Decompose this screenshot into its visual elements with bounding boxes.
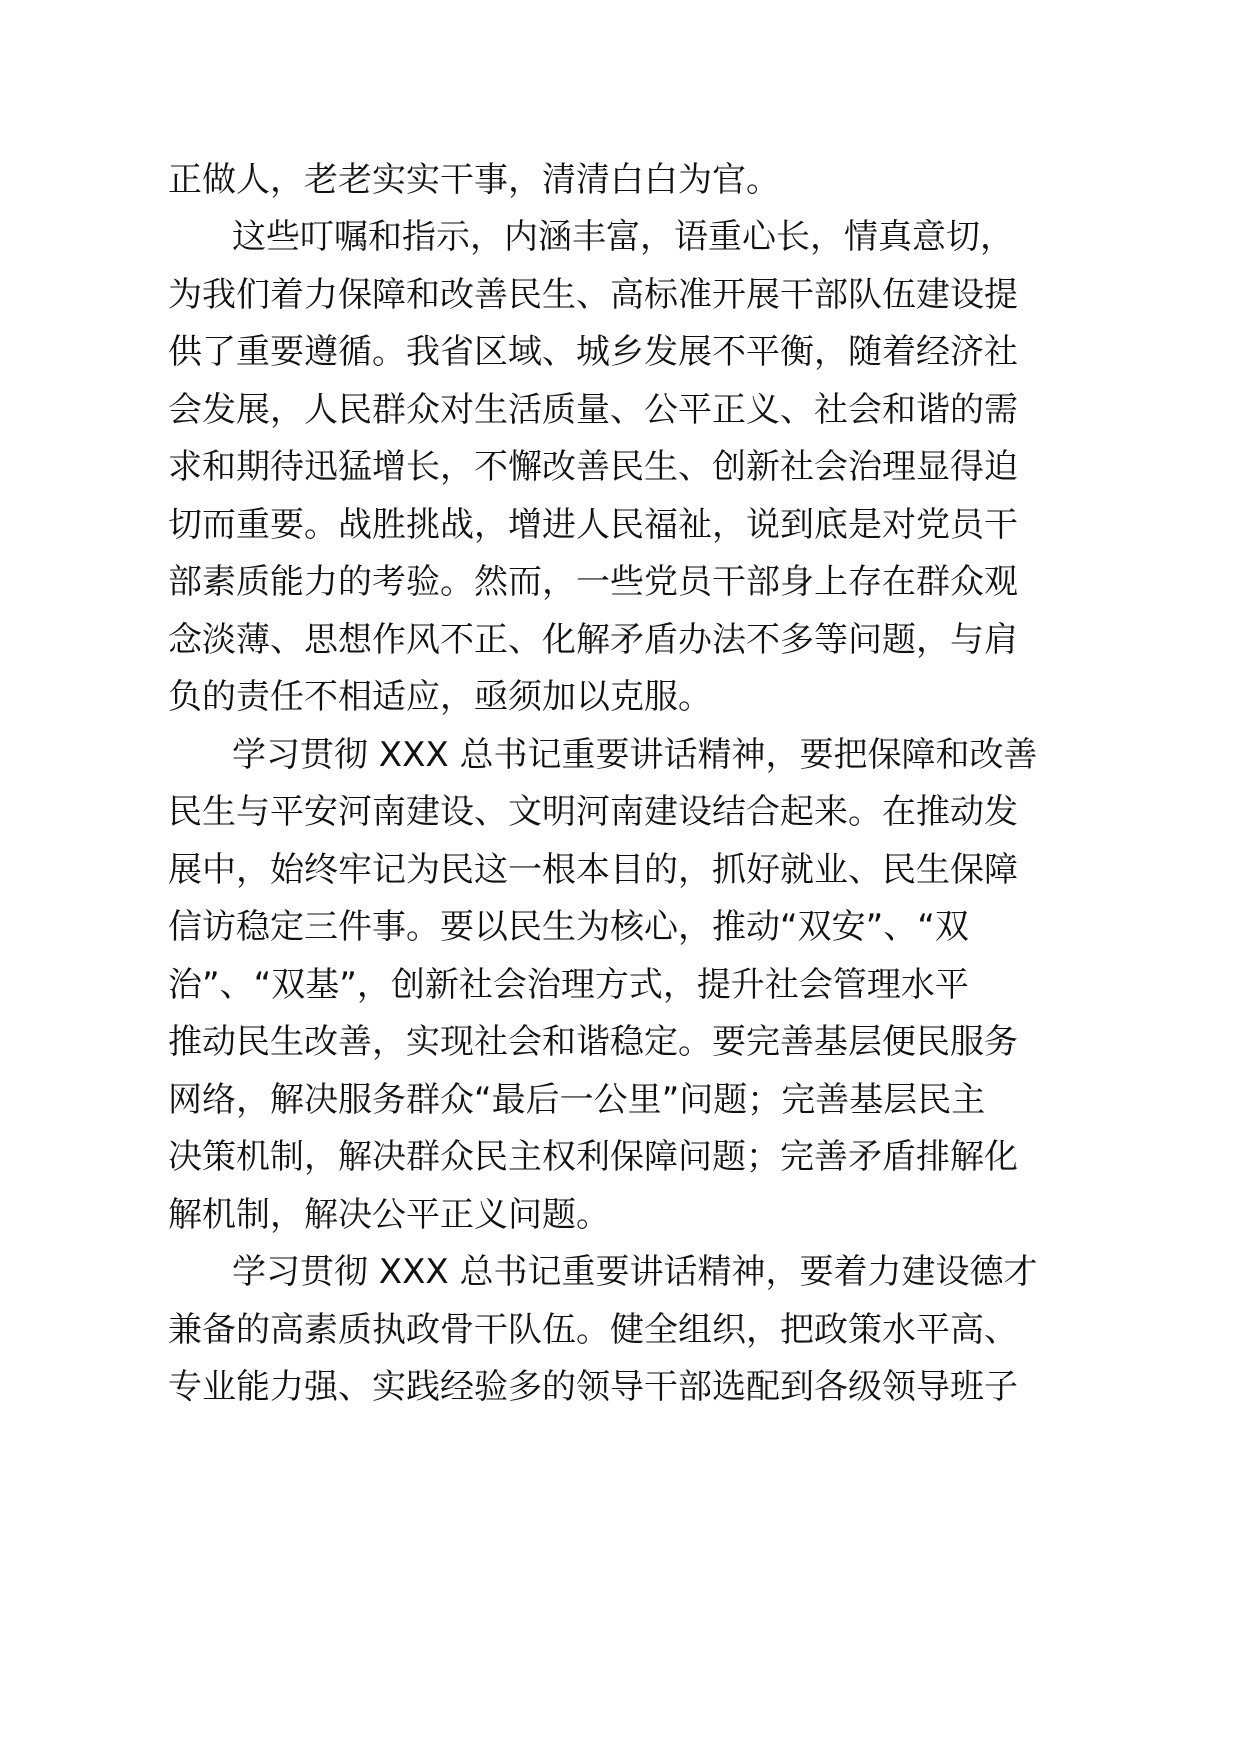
- text-line: 决策机制，解决群众民主权利保障问题；完善矛盾排解化: [168, 1137, 1018, 1177]
- text-line: 专业能力强、实践经验多的领导干部选配到各级领导班子: [168, 1367, 1018, 1407]
- text-line: 求和期待迅猛增长，不懈改善民生、创新社会治理显得迫: [168, 447, 1018, 487]
- text-line: 民生与平安河南建设、文明河南建设结合起来。在推动发: [168, 792, 1018, 832]
- text-line: 展中，始终牢记为民这一根本目的，抓好就业、民生保障: [168, 850, 1018, 890]
- text-line: 这些叮嘱和指示，内涵丰富，语重心长，情真意切，: [232, 217, 1014, 257]
- text-line: 念淡薄、思想作风不正、化解矛盾办法不多等问题，与肩: [168, 620, 1018, 660]
- text-line: 解机制，解决公平正义问题。: [168, 1195, 610, 1235]
- text-line: 信访稳定三件事。要以民生为核心，推动“双安”、“双: [168, 907, 969, 947]
- text-line: 治”、“双基”，创新社会治理方式，提升社会管理水平: [168, 965, 969, 1005]
- text-line: 会发展，人民群众对生活质量、公平正义、社会和谐的需: [168, 390, 1018, 430]
- text-line: 为我们着力保障和改善民生、高标准开展干部队伍建设提: [168, 275, 1018, 315]
- text-line: 兼备的高素质执政骨干队伍。健全组织，把政策水平高、: [168, 1310, 1018, 1350]
- text-line: 网络，解决服务群众“最后一公里”问题；完善基层民主: [168, 1080, 986, 1120]
- text-line: 正做人，老老实实干事，清清白白为官。: [168, 160, 780, 200]
- text-line: 推动民生改善，实现社会和谐稳定。要完善基层便民服务: [168, 1022, 1018, 1062]
- text-line: 供了重要遵循。我省区域、城乡发展不平衡，随着经济社: [168, 332, 1018, 372]
- text-line: 部素质能力的考验。然而，一些党员干部身上存在群众观: [168, 562, 1018, 602]
- text-line: 切而重要。战胜挑战，增进人民福祉，说到底是对党员干: [168, 505, 1018, 545]
- text-line: 学习贯彻 XXX 总书记重要讲话精神，要把保障和改善: [232, 735, 1038, 775]
- text-line: 负的责任不相适应，亟须加以克服。: [168, 677, 712, 717]
- text-line: 学习贯彻 XXX 总书记重要讲话精神，要着力建设德才: [232, 1252, 1038, 1292]
